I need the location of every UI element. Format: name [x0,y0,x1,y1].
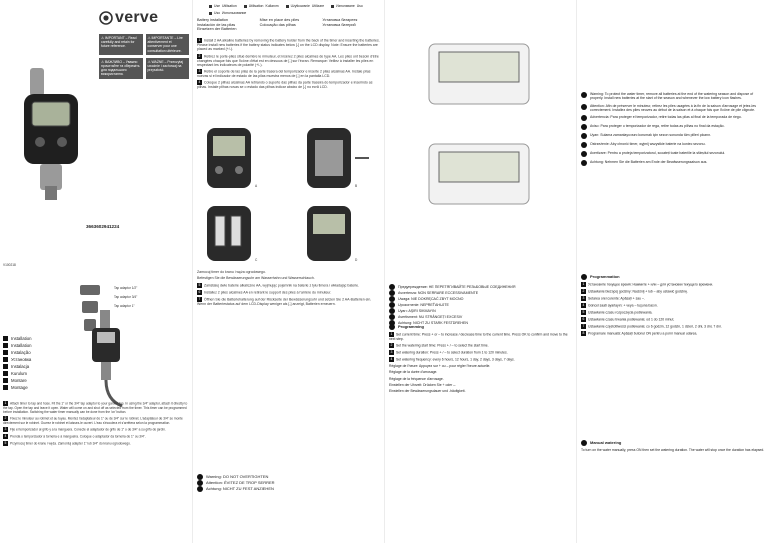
step-number: 1 [390,332,393,336]
programming-step: Réglage de la durée d'arrosage. [389,370,438,375]
battery-section-title: Battery installation Mise en place des piles Установка батареек Instalación de las pilas Colocação das pilhas Установка батерий Einsetzen der Batterien [197,18,358,32]
warning-icon [581,92,587,98]
programming-step: 4 Güncel saati ayarlayın: + veya – tuşuna basın. [582,303,658,308]
warning-paragraph: Warning: To protect the water timer, remove all batteries at the end of the watering season and dispose of properly. Install new batteries at the start of the season and whenever the low battery icon flashes. [581,92,765,101]
step-number: 3 [390,350,393,355]
warning-row: Achtung: NICHT ZU FEST ANZIEHEN [197,486,381,492]
check-icon [209,5,212,8]
step-number: 1 [198,38,201,42]
programming-step: 2 Set the watering start time: Press + / – to select the start time. [390,343,489,348]
barcode-number: 3663602941224 [86,224,120,229]
tap-adaptor-label: Tap adaptor 1/2" [114,286,138,290]
hand-icon [581,440,587,446]
clock-icon [581,274,587,280]
bullet-icon [3,350,8,355]
warning-paragraph: Attention: Afin de préserver le minuteur, retirez les piles usagées à la fin de la saison d'arrosage et jetez-les correctement. Installez des piles neuves au début de la saison et à chaque fois que l'icône de pile clignote. [581,104,765,113]
battery-figures [197,118,381,268]
legend-item: Utilisation Kullanım [244,4,279,8]
note-row: Uyarı: AŞIRI SIKMAYIN [389,308,573,314]
programming-step: 3 Setarea orei curente: Apăsați + sau –. [582,296,645,301]
manual-watering [581,440,765,454]
step-number: 5 [4,441,7,446]
programming-step: 2 Ustawianie bieżącej godziny: Naciśnij + lub – aby ustawić godzinę. [582,289,688,294]
tap-adaptor-label: Tap adaptor 3/4" [114,295,138,299]
step-number: 6 [582,317,585,321]
programming-step: 4 Set watering frequency: every 6 hours, 12 hours, 1 day, 2 days, 3 days, 7 days. [390,357,515,362]
safety-warnings [99,34,189,79]
legend-item: Използване Uso [331,4,363,8]
install-paragraph: Befestigen Sie die Bewässerungsuhr am Wasserhahn und Wasserschlauch. [197,276,315,281]
programming-step: 1 Установите текущее время: Нажмите + или – для установки текущего времени. [582,282,714,287]
programming-step: Einstellen der Uhrzeit: Drücken Sie + oder –. [389,382,456,387]
battery-text [197,38,381,92]
install-paragraph: 5 Przymocuj timer do kranu i węża. Zamontuj adapter 1" lub 3/4" do kranu ogrodowego. [4,441,131,446]
warning-paragraph: Ostrzeżenie: Aby chronić timer, wyjmij wszystkie baterie na koniec sezonu. [581,142,765,148]
warning-box: ⚠ WAŻNE – Przeczytaj uważnie i zachowaj na przyszłość. [146,58,190,79]
battery-paragraph: 2 Retirez le porte-piles situé derrière le minuteur, et insérez 2 piles alcalines de type AA. Les piles ont besoin d'être changées chaque fois que l'icône d'état est en dessous de [-] sur l'écran. Remarque: Veillez à installer les piles en respectant les indicateurs de polarité (+/-). [197,53,379,67]
step-number: 4 [198,80,201,85]
warning-paragraph: Uyarı: Sulama zamanlayıcısını korumak için sezon sonunda tüm pilleri çıkarın. [581,133,765,139]
bullet-icon [3,336,8,341]
clock-icon [389,324,395,330]
step-number: 5 [582,310,585,314]
warning-box: ⚠ ВАЖЛИВО – Уважно прочитайте та збережіть для подальшого використання. [99,58,143,79]
install-paragraph: Zamocuj timer do kranu i węża ogrodowego. [197,270,266,274]
programming-title: Programming [389,324,573,330]
translations-panel [577,0,768,543]
step-number: 2 [390,343,393,348]
installation-diagram [86,310,126,410]
battery-paragraph: 5 Zainstaluj dwie baterie alkaliczne AA, wyjmując pojemnik na baterie z tyłu timera i wkładając baterie. [198,282,360,288]
step-number: 3 [198,69,201,74]
programming-step: 5 Ustawianie czasu rozpoczęcia podlewania. [582,310,653,315]
programming-step: 6 Ustawianie czasu trwania podlewania: od 1 do 120 minut. [582,317,675,322]
bullet-icon [3,364,8,369]
note-row: Avertisment: NU STRÂNGEȚI EXCESIV [389,314,573,320]
battery-paragraph: 7 Öffnen Sie die Batteriehalterung auf der Rückseite der Bewässerungsuhr und setzen Sie 2 AA-Batterien ein. Wenn der Batteriestatus auf dem LCD-Display weniger als [-] anzeigt, Batterien erneuern. [197,296,372,306]
warning-paragraph: Avertizare: Pentru a proteja temporizatorul, scoateți toate bateriile la sfârșitul sezonului. [581,151,765,157]
legend-item: Uso Использование [209,11,246,15]
warning-icon [581,142,587,148]
warning-row: Warning: DO NOT OVERTIGHTEN [197,474,381,480]
legend-row: Установка [3,356,43,363]
programming-title: Programmation [581,274,765,280]
end-of-season-warnings [581,92,765,169]
tap-icon [209,12,212,15]
warning-icon [581,151,587,157]
legend-row: Instalacja [3,363,43,370]
step-number: 3 [4,427,7,432]
figure-label: D [355,258,358,262]
step-number: 3 [582,296,585,300]
top-legend [209,4,379,15]
step-number: 8 [582,331,585,335]
figure-label: C [255,258,258,262]
programming-step: Réglage de l'heure: Appuyez sur + ou – pour régler l'heure actuelle. [389,364,491,369]
warning-box: ⚠ IMPORTANT – Read carefully and retain for future reference. [99,34,143,55]
manual-title: Manual watering [581,440,765,446]
step-number: 2 [4,416,7,421]
programming-figures [389,24,573,274]
bullet-icon [3,343,8,348]
battery-paragraph: 4 Coloque 2 pilhas alcalinas AA retirando o suporte das pilhas da parte traseira do temporizador e inserindo as pilhas. Instale pilhas novas se o estado das pilhas indicar abaixo de [-] no ecrã LCD. [197,80,373,90]
step-number: 2 [582,289,585,293]
step-number: 4 [582,303,585,307]
legend-item: Use Utilisation [209,4,237,8]
legend-row: Instalação [3,349,43,356]
note-row: Uwaga: NIE DOKRĘCAĆ ZBYT MOCNO [389,296,573,302]
note-row: Avvertenza: NON SERRARE ECCESSIVAMENTE [389,290,573,296]
battery-paragraph: 1 Install 2 AA alkaline batteries by removing the battery holder from the back of the timer and inserting the batteries. Please install new batteries if the battery status indicates below [-] on the LCD display. Note: Ensure the batteries are placed as marked (+/-). [197,38,380,52]
note-row: Achtung: NICHT ZU STARK FESTDREHEN [389,320,573,326]
step-number: 4 [4,434,7,439]
step-number: 1 [582,282,585,286]
battery-paragraph: 6 Installez 2 piles alcalines AA en retirant le support des piles à l'arrière du minuteur. [198,289,332,295]
step-number: 6 [198,289,201,294]
install-paragraph: 1 Attach timer to tap and hose. Fit the 1" or the 3/4" tap adaptor to your garden tap. In using the 3/4" adaptor, attach it directly to the tap. Open the tap and leave it open. Water will come on and shut off as selected from the timer. This timer can be programmed before installation. Switching the water timer manually can be done from the 'on' button. [3,401,188,415]
overtighten-translations [389,284,573,326]
warning-icon: ⚠ [101,36,105,40]
install-paragraph: 2 Fixez le minuteur au robinet et au tuyau. Montez l'adaptateur de 1" ou de 3/4" sur le robinet. L'adaptateur de 3/4" se monte directement sur le robinet. Ouvrez le robinet et laissez-le ouvert. L'eau s'écoulera et s'arrêtera selon la programmation. [3,416,183,426]
step-number: 5 [198,282,201,287]
warning-paragraph: Achtung: Nehmen Sie die Batterien am Ende der Bewässerungssaison aus. [581,160,765,166]
product-image [10,68,100,203]
programming-translations [581,274,765,338]
drop-icon [331,5,334,8]
battery-panel [193,0,384,543]
legend-row: Montage [3,384,43,391]
manual-text: To turn on the water manually, press ON then set the watering duration. The water will stop once the duration has elapsed. [581,448,765,452]
legend-row: Montare [3,377,43,384]
warning-row: Attention: ÉVITEZ DE TROP SERRER [197,480,381,486]
programming-step: 8 Programare manuală: Apăsați butonul ON pentru a porni manual udarea. [582,331,698,336]
document-code: V100218 [3,263,16,267]
tap-adaptor-label: Tap adaptor 1" [114,304,135,308]
cover-panel [0,0,192,543]
note-row: Предупреждение: НЕ ПЕРЕТЯГИВАЙТЕ РЕЗЬБОВЫЕ СОЕДИНЕНИЯ [389,284,573,290]
verve-logo-icon [99,11,113,25]
warning-paragraph: Aviso: Para proteger o temporizador de rega, retire todas as pilhas no final da estação. [581,124,765,130]
step-number: 2 [198,53,201,58]
bullet-icon [3,357,8,362]
legend-item: Użytkowanie Utilizare [286,4,324,8]
step-number: 7 [582,324,585,328]
bullet-icon [3,378,8,383]
installation-legend [3,335,43,391]
warning-icon: ⚠ [101,59,105,64]
warning-icon [581,160,587,166]
brand-name: verve [115,9,159,26]
install-text-block [3,401,189,448]
overtighten-warning [197,474,381,492]
sun-icon [286,5,289,8]
warning-icon [581,115,587,121]
install-continued [197,270,381,308]
warning-icon [581,104,587,110]
warning-icon [197,486,203,492]
warning-icon: ⚠ [147,59,152,64]
programming-steps [389,324,573,395]
programming-step: Réglage de la fréquence d'arrosage. [389,376,444,381]
step-number: 4 [390,357,393,362]
step-number: 7 [198,296,201,301]
legend-row: Installation [3,342,43,349]
figure-label: A [255,184,258,188]
warning-box: ⚠ IMPORTANTE – Lire attentivement et conserver pour une consultation ultérieure. [146,34,190,55]
water-icon [244,5,247,8]
step-number: 1 [4,401,7,405]
bullet-icon [3,371,8,376]
install-paragraph: 4 Prenda o temporizador à torneira e à mangueira. Coloque o adaptador da torneira de 1" ou 3/4". [4,434,146,439]
legend-row: Kurulum [3,370,43,377]
warning-icon [581,133,587,139]
bullet-icon [3,385,8,390]
brand-logo [99,9,158,27]
install-paragraph: 3 Fije el temporizador al grifo y a la manguera. Conecte el adaptador de grifo de 1" o de 3/4" a su grifo de jardín. [4,427,166,432]
programming-panel [385,0,576,543]
note-row: Upozornenie: NEPREŤAHUJTE [389,302,573,308]
figure-label: B [355,184,358,188]
legend-row: Installation [3,335,43,342]
programming-step: 1 Set current time: Press + or – to increase / decrease time to the current time. Press OK to confirm and move to the next step. [389,332,568,341]
programming-step: Einstellen der Bewässerungsdauer und -häufigkeit. [389,389,466,394]
warning-icon [581,124,587,130]
warning-icon: ⚠ [147,36,152,40]
programming-step: 7 Ustawianie częstotliwości podlewania: co 6 godzin, 12 godzin, 1 dzień, 2 dni, 3 dni, 7 dni. [582,324,722,329]
warning-paragraph: Advertencia: Para proteger el temporizador, retire todas las pilas al final de la temporada de riego. [581,115,765,121]
programming-step: 3 Set watering duration: Press + / – to select duration from 1 to 120 minutes. [390,350,508,355]
battery-paragraph: 3 Retire el soporte de las pilas de la parte trasera del temporizador e inserte 2 pilas alcalinas AA. Instale pilas nuevas si el indicador de estado de las pilas muestra menos de [-] en la pantalla LCD. [197,69,371,79]
